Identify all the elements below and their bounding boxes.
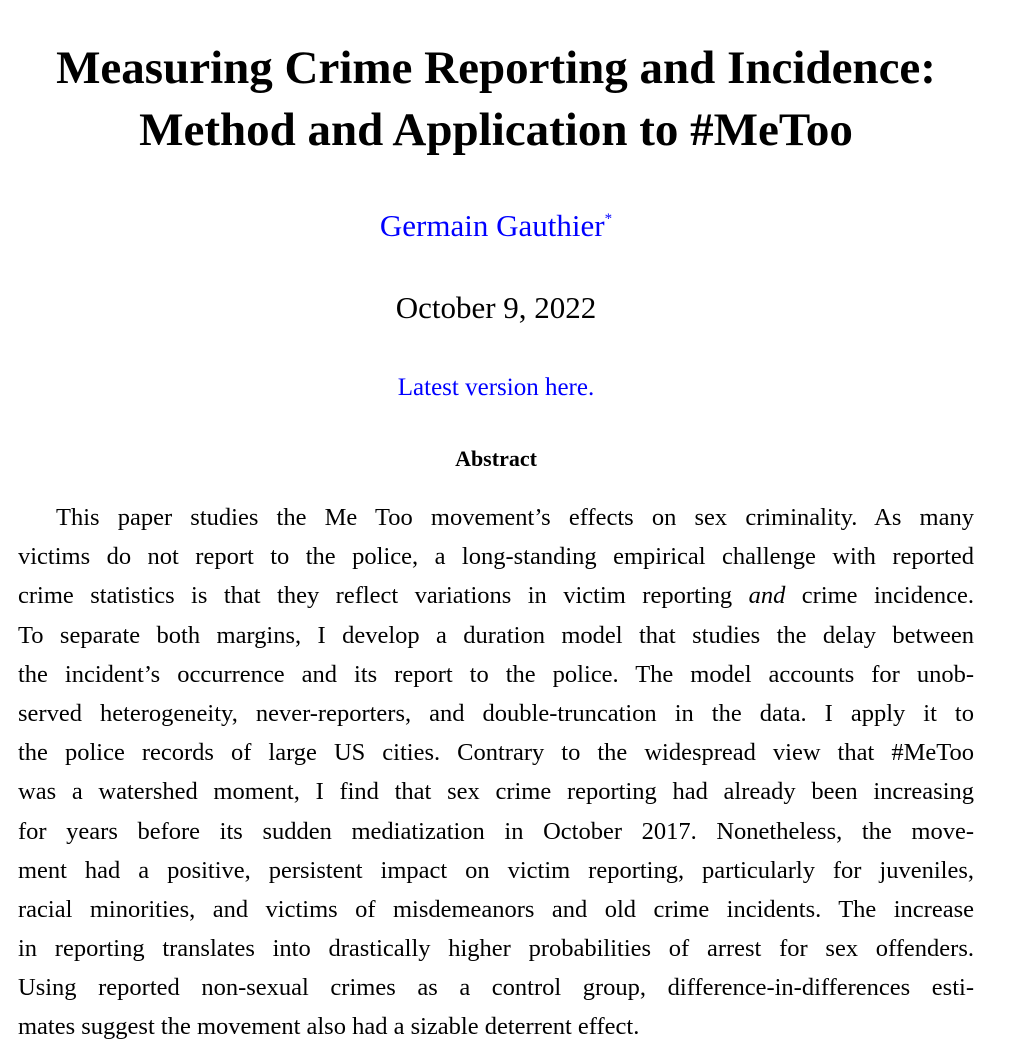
paper-title-line-2: Method and Application to #MeToo: [139, 104, 853, 157]
paper-title: [0, 37, 992, 161]
abstract-line-text: crime incidence.: [785, 582, 974, 610]
abstract-line: racial minorities, and victims of misdemeanors and old crime incidents. The increase: [18, 895, 974, 923]
emphasized-word: and: [748, 582, 786, 610]
abstract-line: [18, 576, 974, 615]
abstract-line: Using reported non-sexual crimes as a control group, difference-in-differences esti-: [18, 974, 974, 1002]
paper-date: October 9, 2022: [395, 290, 597, 325]
abstract-line: the police records of large US cities. Contrary to the widespread view that #MeToo: [18, 739, 974, 767]
abstract-line: the incident’s occurrence and its report to the police. The model accounts for unob-: [18, 660, 974, 688]
author-name[interactable]: Germain Gauthier: [379, 208, 605, 243]
abstract-line: for years before its sudden mediatization in October 2017. Nonetheless, the move-: [18, 817, 974, 845]
abstract-line: was a watershed moment, I find that sex crime reporting had already been increasing: [18, 778, 974, 806]
abstract-line: This paper studies the Me Too movement’s effects on sex criminality. As many: [56, 504, 974, 531]
abstract-line: in reporting translates into drastically higher probabilities of arrest for sex offenders.: [18, 935, 974, 963]
latest-version-link[interactable]: Latest version here.: [397, 374, 595, 401]
abstract-heading: Abstract: [455, 446, 537, 471]
abstract-line: ment had a positive, persistent impact on victim reporting, particularly for juveniles,: [18, 856, 974, 884]
author-link[interactable]: [0, 206, 992, 246]
abstract-line: victims do not report to the police, a long-standing empirical challenge with reported: [18, 543, 974, 571]
abstract-line: served heterogeneity, never-reporters, and double-truncation in the data. I apply it to: [18, 699, 974, 727]
abstract-line-text: crime statistics is that they reflect variations in victim reporting: [18, 582, 749, 610]
abstract-line: To separate both margins, I develop a duration model that studies the delay between: [18, 621, 974, 649]
abstract-body: [18, 498, 974, 1047]
author-footnote-marker[interactable]: *: [604, 210, 613, 227]
paper-title-line-1: Measuring Crime Reporting and Incidence:: [56, 42, 936, 95]
abstract-line: mates suggest the movement also had a sizable deterrent effect.: [18, 1013, 640, 1041]
